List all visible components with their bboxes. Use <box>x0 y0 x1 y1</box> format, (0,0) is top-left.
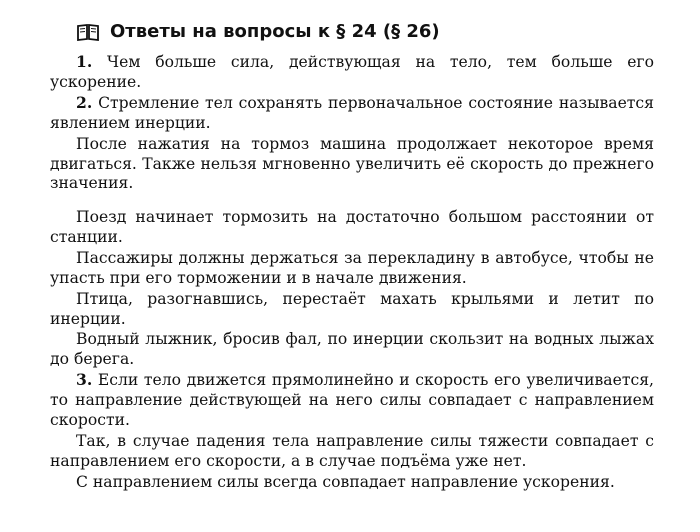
example-paragraph: Пассажиры должны держаться за перекладину в автобусе, чтобы не упасть при его торможении и в начале движения. <box>50 248 654 287</box>
answer-paragraph: С направлением силы всегда совпадает направление ускорения. <box>76 472 615 491</box>
example-paragraph: Птица, разогнавшись, перестаёт махать крыльями и летит по инерции. <box>50 289 654 328</box>
heading-text: Ответы на вопросы к § 24 (§ 26) <box>110 21 440 42</box>
answer-paragraph: 2. Стремление тел сохранять первоначальное состояние называется явлением инерции. <box>50 92 654 132</box>
example-paragraph: Поезд начинает тормозить на достаточно большом расстоянии от станции. <box>50 208 654 246</box>
answer-paragraph: После нажатия на тормоз машина продолжает некоторое время двигаться. Также нельзя мгновенно увеличить её скорость до прежнего значения. <box>50 134 654 193</box>
answer-paragraph: 1. Чем больше сила, действующая на тело, тем больше его ускорение. <box>50 52 654 91</box>
answers-block-1 <box>50 52 654 194</box>
example-paragraph: Водный лыжник, бросив фал, по инерции скользит на водных лыжах до берега. <box>50 330 654 369</box>
section-heading <box>76 20 440 44</box>
open-book-icon <box>76 23 100 41</box>
answer-paragraph: Так, в случае падения тела направление силы тяжести совпадает с направлением его скорости, а в случае подъёма уже нет. <box>50 431 654 470</box>
answer-paragraph: 3. Если тело движется прямолинейно и скорость его увеличивается, то направление действующей на него силы совпадает с направлением скорости. <box>50 370 654 430</box>
answers-block-2 <box>50 207 654 493</box>
